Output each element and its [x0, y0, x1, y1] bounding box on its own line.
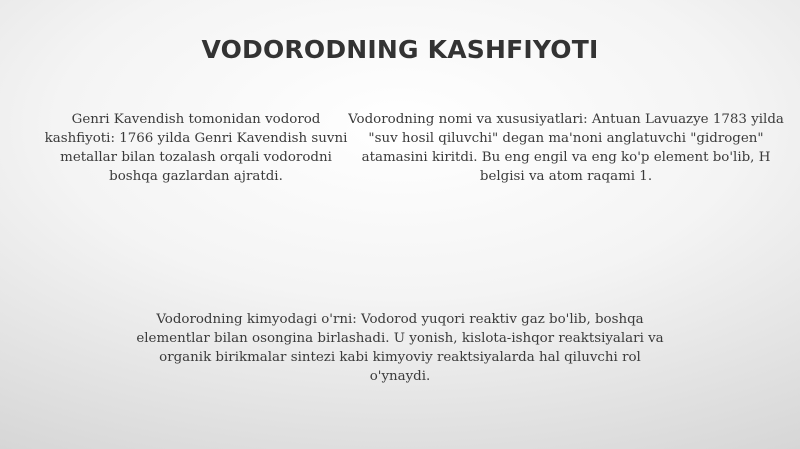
text-block-chemistry-role: Vodorodning kimyodagi o'rni: Vodorod yuqori reaktiv gaz bo'lib, boshqa elementlar bilan osongina birlashadi. U yonish, kislota-ishqor reaktsiyalari va organik birikmalar sintezi kabi kimyoviy reaktsiyalarda hal qiluvchi rol o'ynaydi.: [136, 312, 664, 384]
text-block-discovery: Genri Kavendish tomonidan vodorod kashfiyoti: 1766 yilda Genri Kavendish suvni metallar bilan tozalash orqali vodorodni boshqa gazlardan ajratdi.: [44, 112, 348, 184]
slide-title: VODORODNING KASHFIYOTI: [201, 35, 599, 64]
text-block-name-properties: Vodorodning nomi va xususiyatlari: Antuan Lavuazye 1783 yilda "suv hosil qiluvchi" degan ma'noni anglatuvchi "gidrogen" atamasini kiritdi. Bu eng engil va eng ko'p element bo'lib, H belgisi va atom raqami 1.: [348, 112, 784, 184]
